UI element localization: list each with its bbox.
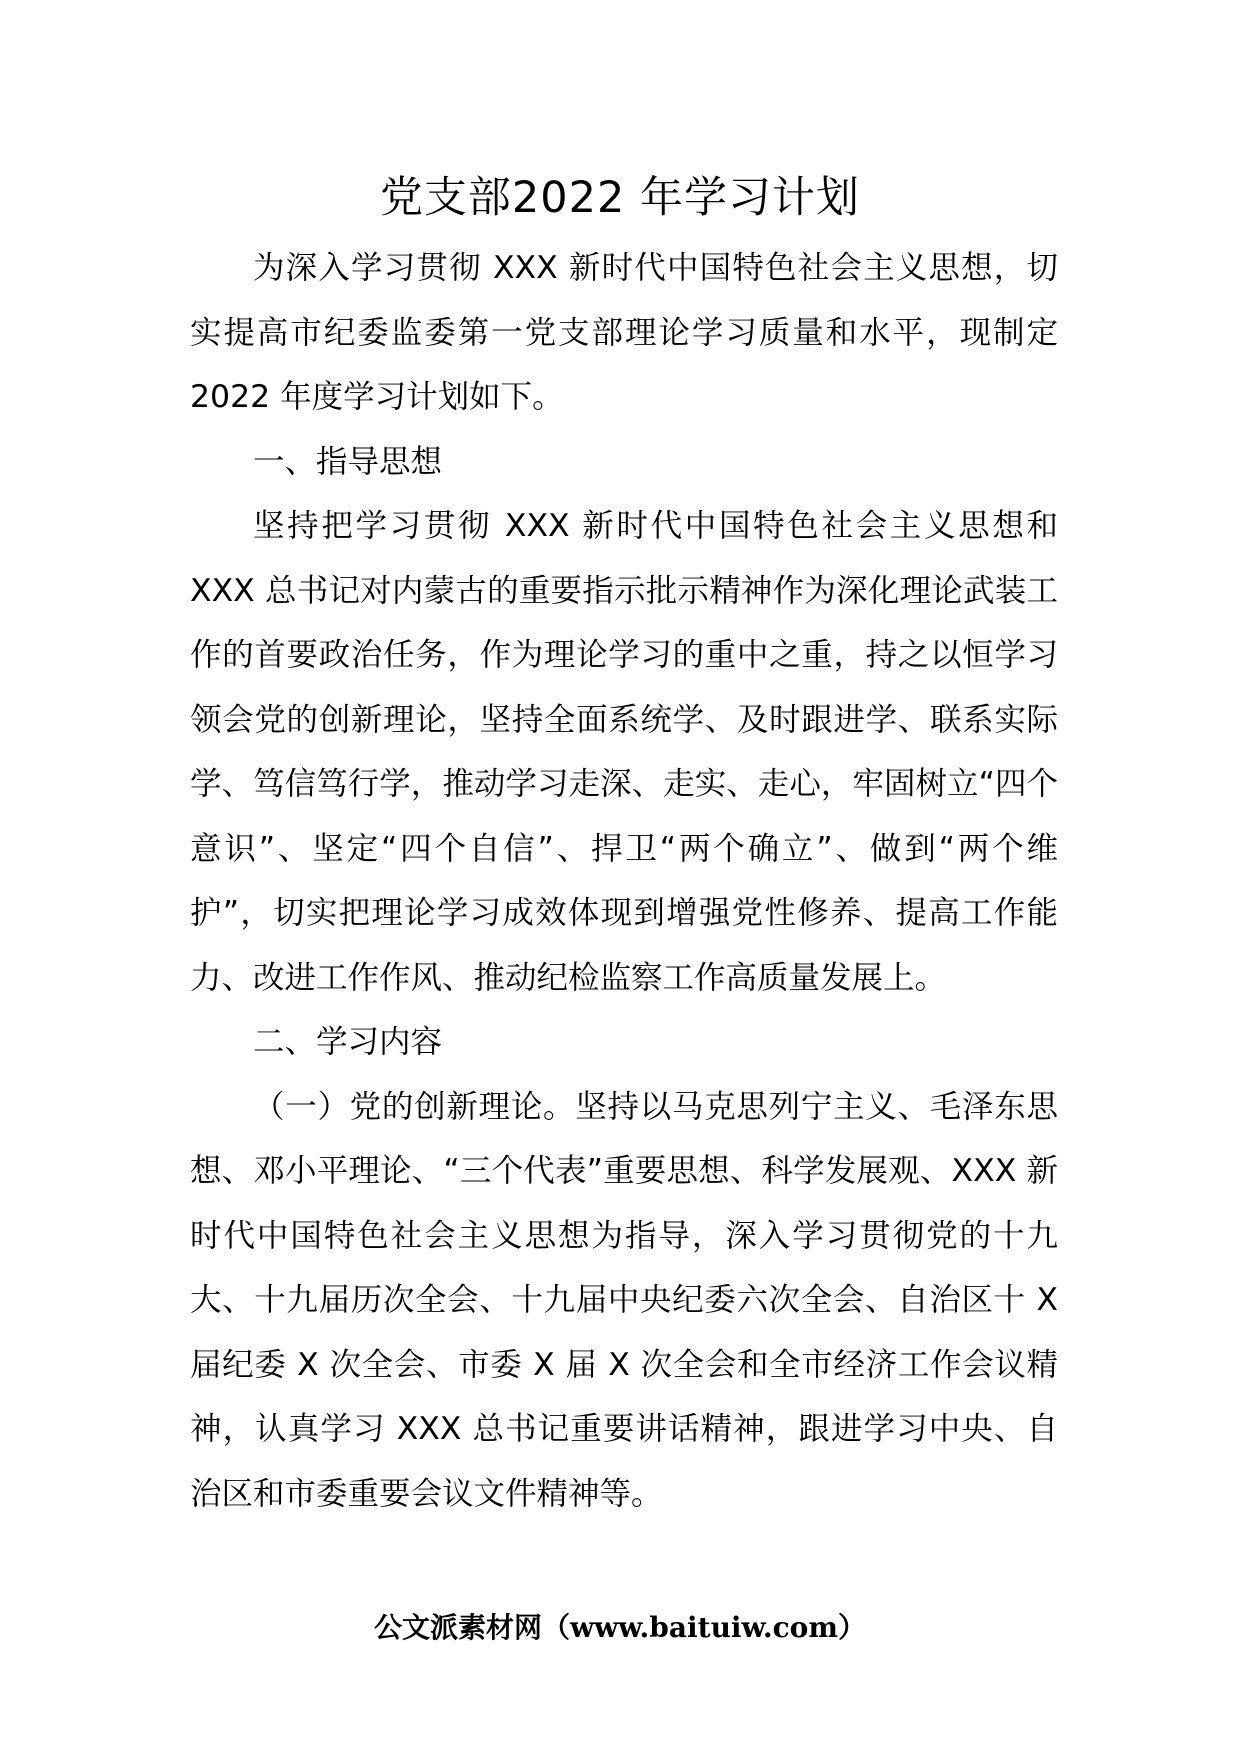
- document-title: 党支部2022 年学习计划: [379, 173, 861, 223]
- section-heading-study-content: 二、学习内容: [253, 1024, 443, 1060]
- section-paragraph-guiding-ideology: 坚持把学习贯彻 XXX 新时代中国特色社会主义思想和 XXX 总书记对内蒙古的重要指示批示精神作为深化理论武装工作的首要政治任务，作为理论学习的重中之重，持之以恒学习领会党的创新理论，坚持全面系统学、及时跟进学、联系实际学、笃信笃行学，推动学习走深、走实、走心，牢固树立“四个意识”、坚定“四个自信”、捍卫“两个确立”、做到“两个维护”，切实把理论学习成效体现到增强党性修养、提高工作能力、改进工作作风、推动纪检监察工作高质量发展上。: [190, 508, 1058, 996]
- section-heading-guiding-ideology: 一、指导思想: [253, 443, 443, 480]
- document-body: [190, 236, 1058, 1526]
- section-paragraph-study-content: （一）党的创新理论。坚持以马克思列宁主义、毛泽东思想、邓小平理论、“三个代表”重要思想、科学发展观、XXX 新时代中国特色社会主义思想为指导，深入学习贯彻党的十九大、十九届历次全会、十九届中央纪委六次全会、自治区十 X 届纪委 X 次全会、市委 X 届 X 次全会和全市经济工作会议精神，认真学习 XXX 总书记重要讲话精神，跟进学习中央、自治区和市委重要会议文件精神等。: [190, 1088, 1058, 1512]
- intro-paragraph: 为深入学习贯彻 XXX 新时代中国特色社会主义思想，切实提高市纪委监委第一党支部理论学习质量和水平，现制定 2022 年度学习计划如下。: [190, 250, 1058, 415]
- footer-watermark: 公文派素材网（www.baituiw.com）: [374, 1611, 866, 1644]
